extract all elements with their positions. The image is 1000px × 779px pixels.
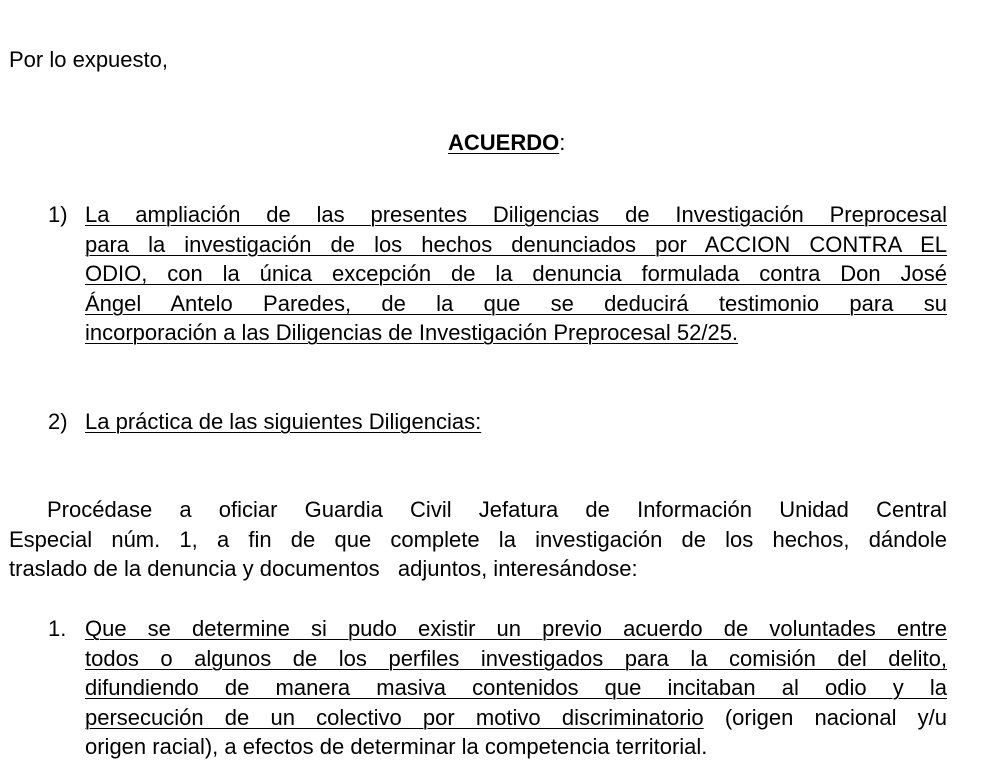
paragraph-body (9, 495, 947, 584)
subitem1-line: persecución de un colectivo por motivo discriminatorio (origen nacional y/u (85, 704, 947, 730)
item1-line: Ángel Antelo Paredes, de la que se deducirá testimonio para su (85, 290, 947, 316)
subitem1-body (85, 614, 947, 762)
item1-line: incorporación a las Diligencias de Investigación Preprocesal 52/25. (85, 320, 739, 345)
heading-punct: : (559, 130, 566, 155)
subitem1-number: 1. (48, 616, 67, 641)
item1-line: ODIO, con la única excepción de la denuncia formulada contra Don José (85, 261, 947, 286)
subitem1-line: todos o algunos de los perfiles investigados para la comisión del delito, (85, 645, 947, 671)
item1-line: para la investigación de los hechos denunciados por ACCION CONTRA EL (85, 231, 947, 257)
item1-line: La ampliación de las presentes Diligencias de Investigación Preprocesal (85, 202, 947, 227)
paragraph-line: Procédase a oficiar Guardia Civil Jefatura de Información Unidad Central (47, 497, 947, 522)
paragraph-line: Especial núm. 1, a fin de que complete la investigación de los hechos, dándole (9, 526, 947, 552)
heading-title: ACUERDO (448, 130, 560, 155)
subitem1-line: Que se determine si pudo existir un previo acuerdo de voluntades entre (85, 616, 947, 641)
intro-text: Por lo expuesto, (9, 47, 168, 72)
item1-number: 1) (48, 202, 68, 227)
paragraph-line: traslado de la denuncia y documentos adjuntos, interesándose: (9, 556, 638, 581)
heading (448, 128, 565, 157)
subitem1-line: origen racial), a efectos de determinar la competencia territorial. (85, 734, 708, 759)
item2-text: La práctica de las siguientes Diligencias: (85, 409, 482, 434)
item1-body (85, 200, 947, 348)
subitem1-line: difundiendo de manera masiva contenidos que incitaban al odio y la (85, 675, 947, 700)
item2-number: 2) (48, 409, 68, 434)
